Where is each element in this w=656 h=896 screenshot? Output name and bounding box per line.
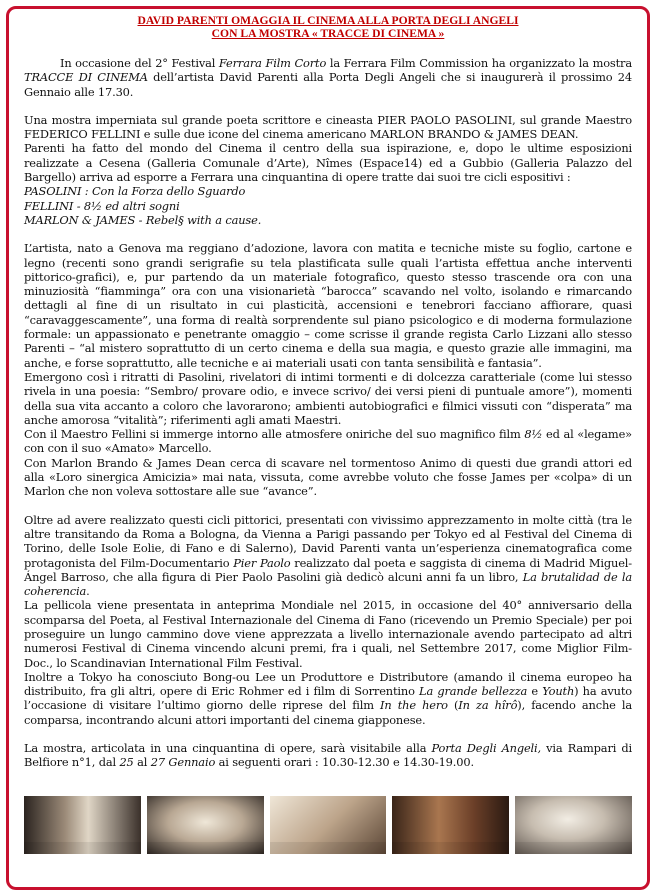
artwork-image: [24, 796, 141, 854]
article: [24, 14, 632, 770]
exhibition-name: TRACCE DI CINEMA: [24, 70, 148, 85]
book-title: La brutalidad de la coherencia: [24, 569, 633, 599]
paragraph-exhibitions: Parenti ha fatto del mondo del Cinema il centro della sua ispirazione, e, dopo le ultime esposizioni realizzate a Cesena (Galleria Comunale d’Arte), Nîmes (Espace14) ed a Gubbio (Galleria Palazzo del Bargello) arriva ad esporre a Ferrara una cinquantina di opere tratte dai suoi tre cicli espositivi :: [24, 141, 632, 185]
text: via Rampari di Belfiore n°1, dal: [24, 741, 632, 770]
paragraph-technique: L’artista, nato a Genova ma reggiano d’adozione, lavora con matita e tecniche miste su foglio, cartone e legno (recenti sono grandi serigrafie su tela plastificata sulle quali l’artista effettua anche interventi pittorico-grafici), e, pur partendo da un materiale fotografico, questo stesso trascende ora con una minuziosità “fiamminga” ora con una visionarietà “barocca” scavando nel volto, isolando e rimarcando dettagli al fine di un risultato in cui plasticità, accensioni e tenebrori facciano affiorare, quasi “caravaggescamente”, una forma di realtà sorprendente sul piano psicologico e di moderna formulazione formale: un appassionato e penetrante omaggio – come scrisse il grande regista Carlo Lizzani allo stesso Parenti – “al mistero soprattutto di un certo cinema e della sua magia, e questo grazie alle immagini, ma anche, e forse soprattutto, alle tecniche e ai materiali usati con tanta sensibilità e fantasia”.: [24, 241, 632, 370]
text: ) ha avuto l’occasione di visitare l’ultimo giorno delle riprese del film: [24, 684, 632, 713]
text: ), facendo anche la comparsa, incontrando alcuni attori importanti del cinema giapponese.: [24, 698, 633, 727]
text: Inoltre a Tokyo ha conosciuto Bong-ou Lee un Produttore e Distributore (amando il cinema europeo ha distribuito, fra gli altri, opere di Eric Rohmer ed i film di Sorrentino: [24, 669, 632, 699]
cycle-item: FELLINI - 8½ ed altri sogni: [24, 198, 180, 213]
text: realizzato dal poeta e saggista di cinema di Madrid Miguel-Ángel Barroso, che alla figura di Pier Paolo Pasolini già dedicò alcuni anni fa un libro,: [24, 555, 632, 584]
paragraph-brando-dean: Con Marlon Brando & James Dean cerca di scavare nel tormentoso Animo di questi due grandi attori ed alla «Loro sinergica Amicizia» mai nata, vissuta, come avrebbe voluto che fosse James per «colpa» di un Marlon che non voleva sottostare alle sue “avance”.: [24, 455, 632, 499]
text: .: [86, 584, 90, 599]
cycles-list: [24, 184, 632, 227]
text: al: [133, 755, 151, 770]
cycle-item: MARLON & JAMES - Rebel§ with a cause.: [24, 212, 262, 227]
paragraph-pasolini: Emergono così i ritratti di Pasolini, rivelatori di intimi tormenti e di dolcezza caratteriale (come lui stesso rivela in una poesia: “Sembro/ provare odio, e invece scrivo/ dei versi pieni di puntuale amore”), momenti della sua vita accanto a coloro che lavorarono; ambienti autobiografici e filmici vissuti con “disperata” ma anche amorosa “vitalità”; riferimenti agli amati Maestri.: [24, 369, 632, 427]
artwork-image: [515, 796, 632, 854]
film-title: In za hîrô: [458, 698, 518, 713]
text: La mostra, articolata in una cinquantina di opere, sarà visitabile alla: [24, 741, 432, 756]
film-title: Youth: [542, 684, 575, 699]
paragraph-subjects: Una mostra imperniata sul grande poeta scrittore e cineasta PIER PAOLO PASOLINI, sul grande Maestro FEDERICO FELLINI e sulle due icone del cinema americano MARLON BRANDO & JAMES DEAN.: [24, 112, 632, 142]
artwork-image: [392, 796, 509, 854]
text: Oltre ad avere realizzato questi cicli pittorici, presentati con vivissimo apprezzamento in molte città (tra le altre transitando da Roma a Bologna, da Vienna a Parigi passando per Tokyo ed al Festival del Cinema di Torino, delle Isole Eolie, di Fano e di Salerno), David Parenti vanta un’esperienza cinematografica come protagonista del Film-Documentario: [24, 512, 632, 570]
text: In occasione del 2° Festival: [60, 56, 219, 70]
text: ai seguenti orari : 10.30-12.30 e 14.30-19.00.: [215, 755, 474, 770]
film-title: Pier Paolo: [233, 555, 291, 570]
film-title: In the hero: [380, 698, 448, 713]
venue-name: Porta Degli Angeli,: [431, 741, 542, 756]
cycle-item: PASOLINI : Con la Forza dello Sguardo: [24, 184, 246, 199]
festival-name: Ferrara Film Corto: [218, 56, 327, 70]
date: 25: [119, 755, 134, 770]
film-title: 8½: [524, 427, 543, 442]
title-line-1: DAVID PARENTI OMAGGIA IL CINEMA ALLA PORTA DEGLI ANGELI: [137, 14, 519, 27]
paragraph-fellini: [24, 427, 632, 456]
artwork-image: [270, 796, 387, 854]
paragraph-tokyo: [24, 670, 632, 727]
text: ed al «legame» con con il suo «Amato» Marcello.: [24, 427, 632, 456]
text: la Ferrara Film Commission ha organizzato la mostra: [326, 56, 632, 70]
text: Con il Maestro Fellini si immerge intorno alle atmosfere oniriche del suo magnifico film: [24, 427, 525, 442]
paragraph-premiere: La pellicola viene presentata in anteprima Mondiale nel 2015, in occasione del 40° anniversario della scomparsa del Poeta, al Festival Internazionale del Cinema di Fano (ricevendo un Premio Speciale) per poi proseguire un lungo cammino dove viene apprezzata a livello internazionale avendo partecipato ad altri numerosi Festival di Cinema vincendo alcuni premi, fra i quali, nel Settembre 2017, come Miglior Film-Doc., lo Scandinavian International Film Festival.: [24, 598, 632, 670]
text: e: [527, 684, 543, 699]
text: (: [447, 698, 459, 713]
film-title: La grande bellezza: [419, 684, 528, 699]
artwork-image: [147, 796, 264, 854]
intro-paragraph: [24, 56, 632, 99]
date: 27 Gennaio: [150, 755, 216, 770]
artwork-strip: [24, 796, 632, 854]
text: dell’artista David Parenti alla Porta Degli Angeli che si inaugurerà il prossimo 24 Gennaio alle 17.30.: [24, 70, 632, 99]
title-line-2: CON LA MOSTRA « TRACCE DI CINEMA »: [211, 27, 445, 40]
paragraph-schedule: [24, 741, 632, 770]
page-title: [24, 14, 632, 40]
paragraph-documentary: [24, 513, 632, 599]
